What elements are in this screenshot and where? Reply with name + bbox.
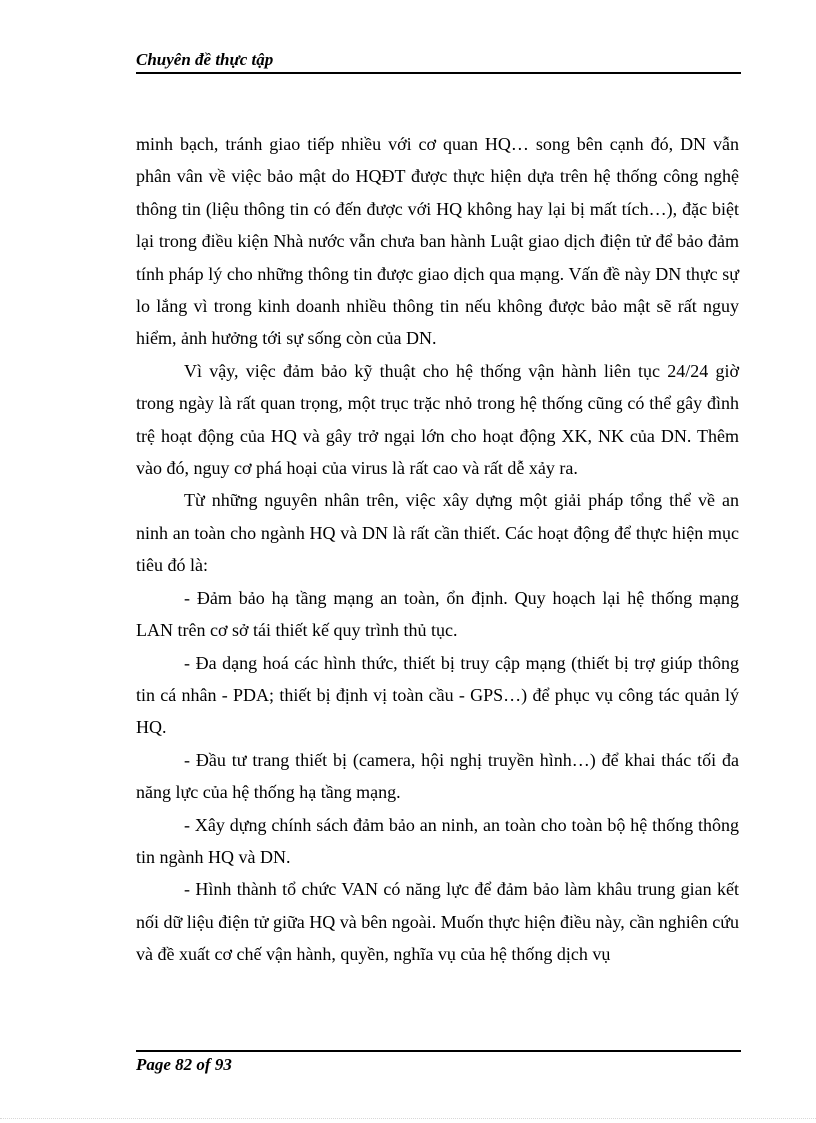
page-edge-divider (0, 1118, 816, 1119)
document-body (136, 128, 739, 971)
paragraph: - Đầu tư trang thiết bị (camera, hội nghị truyền hình…) để khai thác tối đa năng lực của hệ thống hạ tầng mạng. (136, 749, 739, 803)
paragraph: Từ những nguyên nhân trên, việc xây dựng một giải pháp tổng thể về an ninh an toàn cho ngành HQ và DN là rất cần thiết. Các hoạt động để thực hiện mục tiêu đó là: (136, 490, 739, 576)
paragraph: minh bạch, tránh giao tiếp nhiều với cơ quan HQ… song bên cạnh đó, DN vẫn phân vân về việc bảo mật do HQĐT được thực hiện dựa trên hệ thống công nghệ thông tin (liệu thông tin có đến được với HQ không hay lại bị mất tích…), đặc biệt lại trong điều kiện Nhà nước vẫn chưa ban hành Luật giao dịch điện tử để bảo đảm tính pháp lý cho những thông tin được giao dịch qua mạng. Vấn đề này DN thực sự lo lắng vì trong kinh doanh nhiều thông tin nếu không được bảo mật sẽ rất nguy hiểm, ảnh hưởng tới sự sống còn của DN. (136, 134, 739, 349)
paragraph: - Xây dựng chính sách đảm bảo an ninh, an toàn cho toàn bộ hệ thống thông tin ngành HQ và DN. (136, 814, 739, 867)
paragraph: - Hình thành tổ chức VAN có năng lực để đảm bảo làm khâu trung gian kết nối dữ liệu điện tử giữa HQ và bên ngoài. Muốn thực hiện điều này, cần nghiên cứu và đề xuất cơ chế vận hành, quyền, nghĩa vụ của hệ thống dịch vụ (136, 879, 739, 965)
paragraph: - Đảm bảo hạ tầng mạng an toàn, ổn định. Quy hoạch lại hệ thống mạng LAN trên cơ sở tái thiết kế quy trình thủ tục. (136, 587, 739, 641)
footer-divider (136, 1050, 741, 1052)
header-title: Chuyên đề thực tập (136, 50, 274, 69)
page-number: Page 82 of 93 (136, 1055, 232, 1074)
paragraph: Vì vậy, việc đảm bảo kỹ thuật cho hệ thống vận hành liên tục 24/24 giờ trong ngày là rất quan trọng, một trục trặc nhỏ trong hệ thống cũng có thể gây đình trệ hoạt động của HQ và gây trở ngại lớn cho hoạt động XK, NK của DN. Thêm vào đó, nguy cơ phá hoại của virus là rất cao và rất dễ xảy ra. (136, 360, 739, 479)
page-header (136, 46, 741, 74)
paragraph: - Đa dạng hoá các hình thức, thiết bị truy cập mạng (thiết bị trợ giúp thông tin cá nhân - PDA; thiết bị định vị toàn cầu - GPS…) để phục vụ công tác quản lý HQ. (136, 652, 739, 738)
